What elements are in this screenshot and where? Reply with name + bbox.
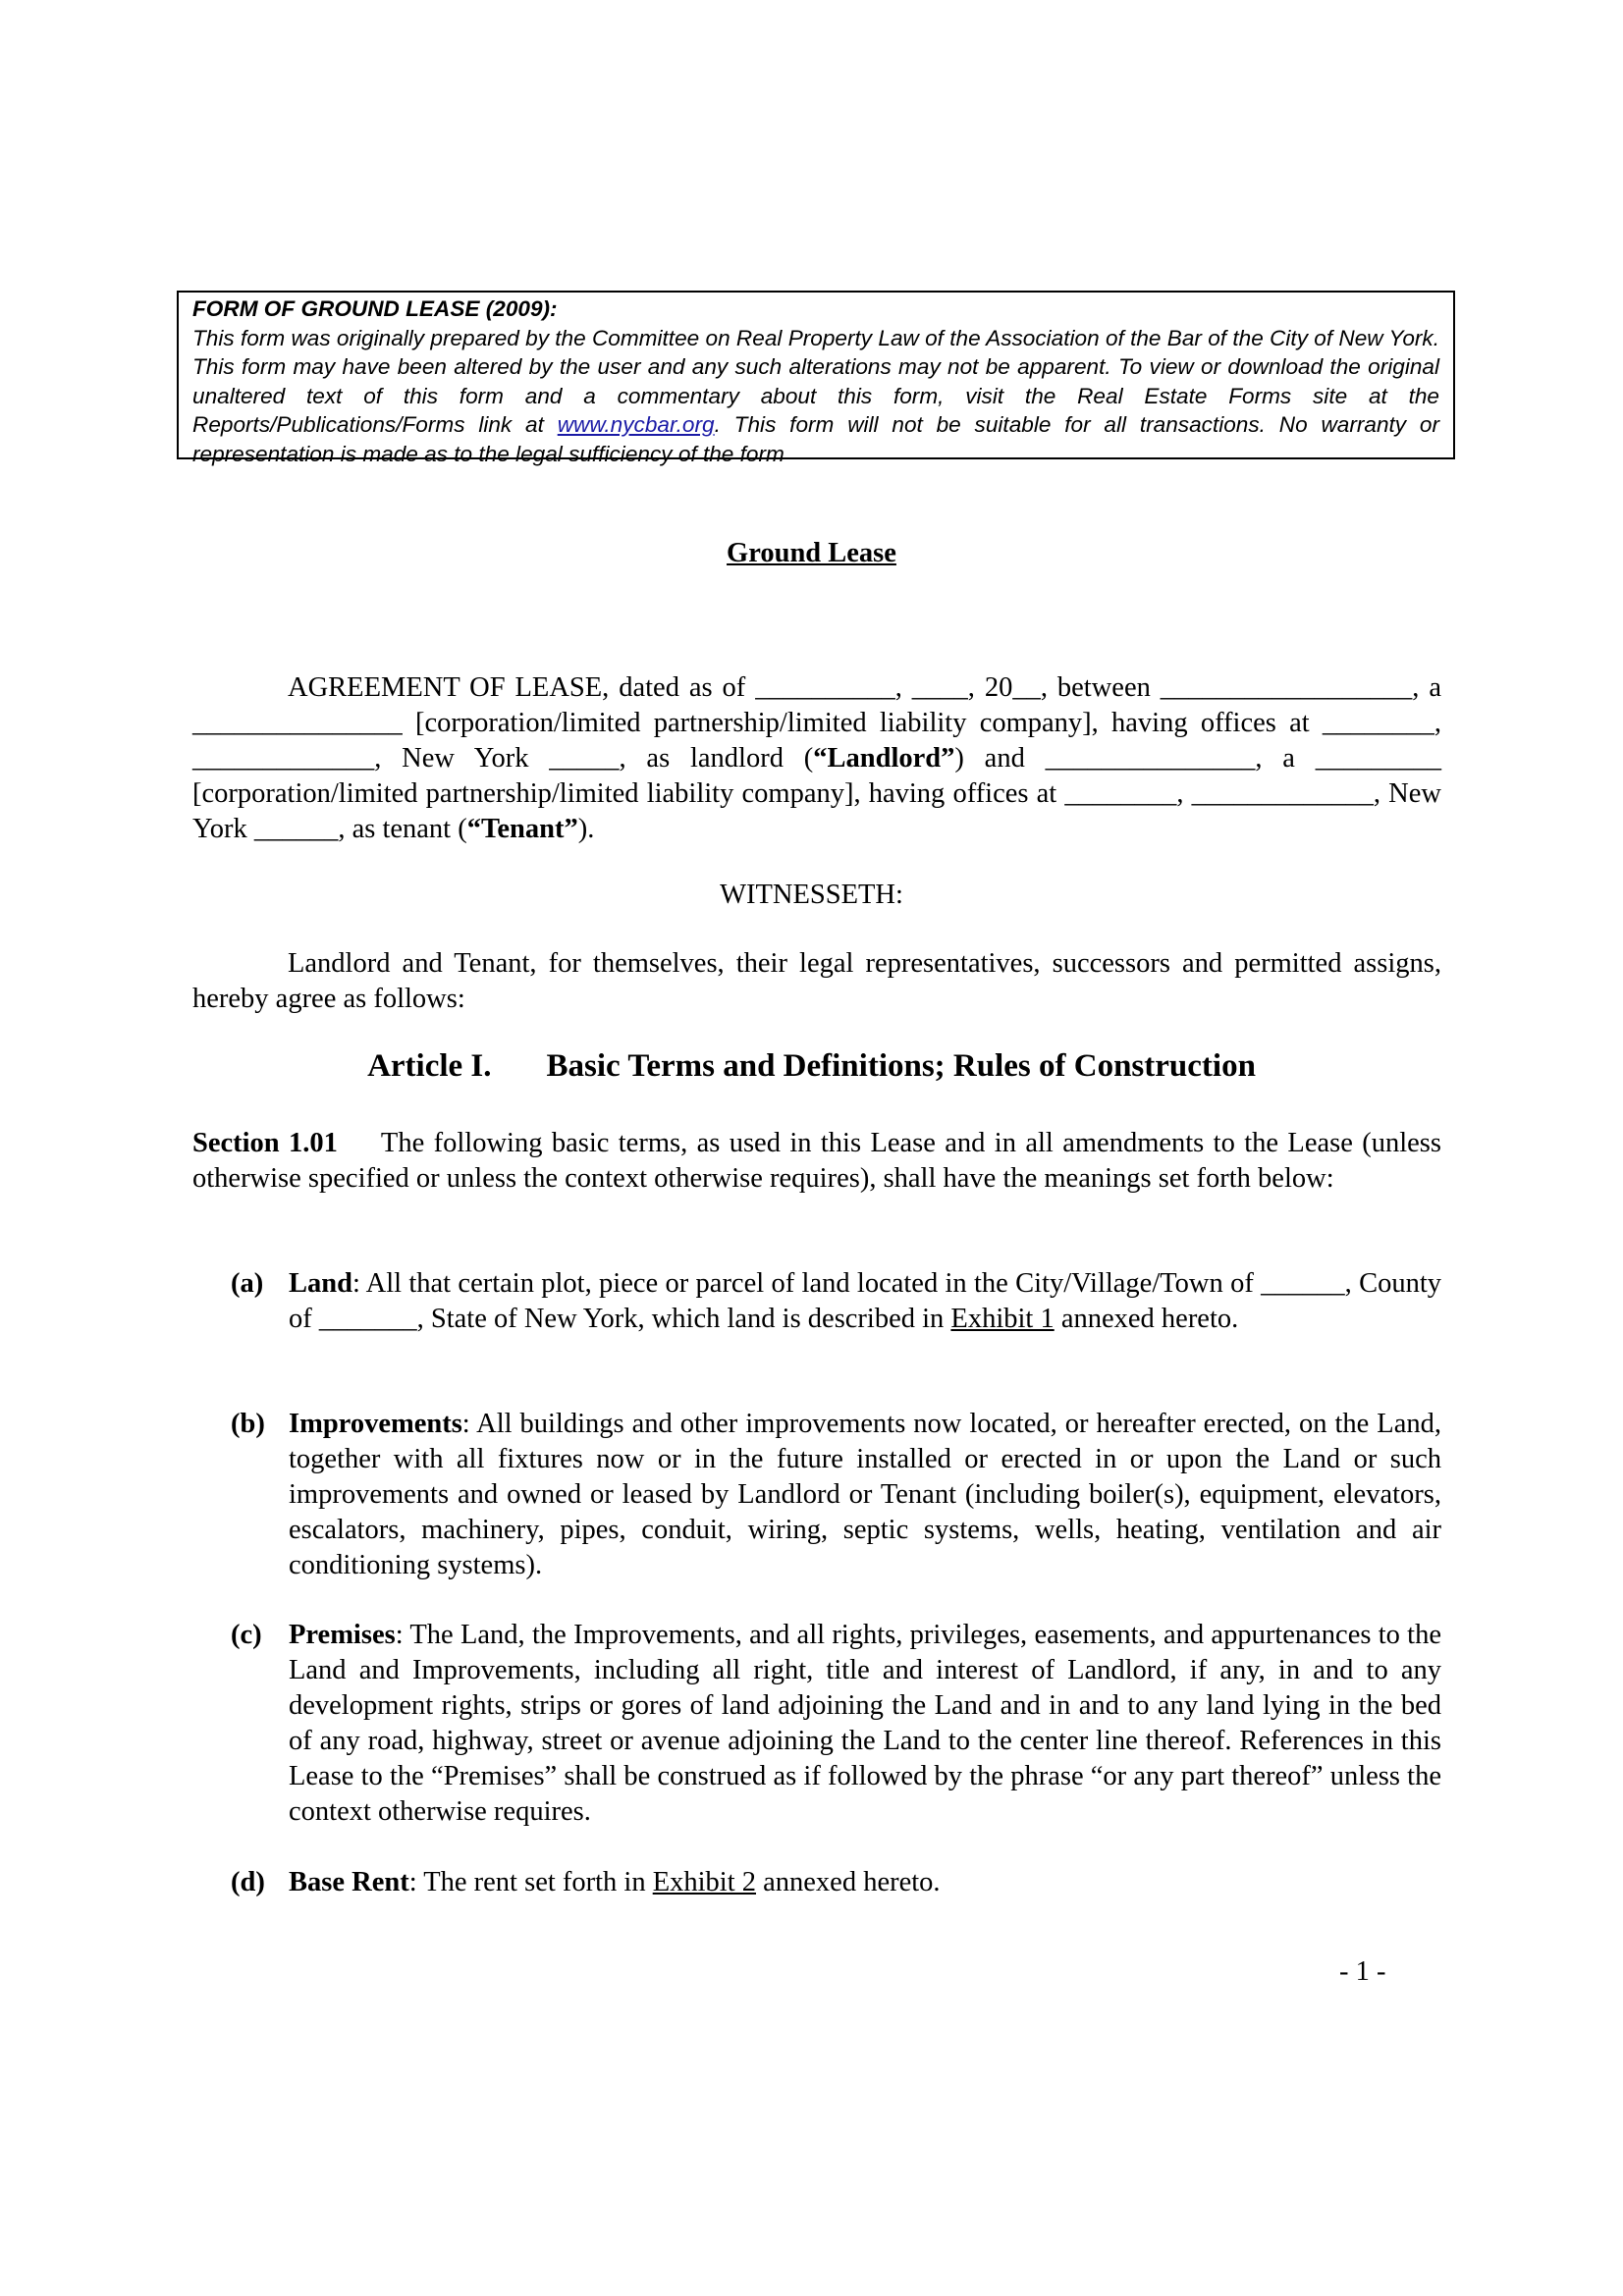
term-improvements: Improvements <box>289 1409 462 1439</box>
definition-premises <box>231 1618 1441 1830</box>
article-heading <box>0 1048 1623 1085</box>
term-premises: Premises <box>289 1620 396 1650</box>
land-text-end: annexed hereto. <box>1054 1304 1239 1334</box>
intro-text: Landlord and Tenant, for themselves, their legal representatives, successors and permitted assigns, hereby agree as follows: <box>192 948 1441 1014</box>
item-label-c: (c) <box>231 1620 262 1650</box>
section-label: Section 1.01 <box>192 1128 338 1158</box>
item-label-d: (d) <box>231 1867 265 1897</box>
witnesseth-heading: WITNESSETH: <box>720 880 903 910</box>
term-land: Land <box>289 1268 352 1299</box>
agreement-paragraph <box>192 670 1441 847</box>
exhibit-2-ref: Exhibit 2 <box>652 1867 756 1897</box>
land-text: : All that certain plot, piece or parcel of land located in the City/Village/Town of ______, County of _______, State of New York, which land is described in <box>289 1268 1441 1334</box>
base-rent-text: : The rent set forth in <box>408 1867 653 1897</box>
section-1-01 <box>192 1126 1441 1197</box>
document-title: Ground Lease <box>727 538 896 568</box>
article-number: Article I. <box>367 1048 492 1084</box>
improvements-text: : All buildings and other improvements now located, or hereafter erected, on the Land, together with all fixtures now or in the future installed or erected in or upon the Land or such improvements and owned or leased by Landlord or Tenant (including boiler(s), equipment, elevators, escalators, machinery, pipes, conduit, wiring, septic systems, wells, heating, ventilation and air conditioning systems). <box>289 1409 1441 1580</box>
tenant-term: “Tenant” <box>466 814 578 844</box>
notice-title: FORM OF GROUND LEASE (2009): <box>192 296 558 321</box>
section-text: The following basic terms, as used in this Lease and in all amendments to the Lease (unless otherwise specified or unless the context otherwise requires), shall have the meanings set forth below: <box>192 1128 1441 1194</box>
page-number: - 1 - <box>1339 1956 1386 1987</box>
premises-text: : The Land, the Improvements, and all rights, privileges, easements, and appurtenances to the Land and Improvements, including all right, title and interest of Landlord, if any, in and to any development rights, strips or gores of land adjoining the Land and in and to any land lying in the bed of any road, highway, street or avenue adjoining the Land to the center line thereof. References in this Lease to the “Premises” shall be construed as if followed by the phrase “or any part thereof” unless the context otherwise requires. <box>289 1620 1441 1827</box>
definition-improvements <box>231 1407 1441 1583</box>
landlord-term: “Landlord” <box>813 743 955 774</box>
definition-base-rent <box>231 1865 1441 1900</box>
article-title: Basic Terms and Definitions; Rules of Construction <box>546 1048 1256 1084</box>
agreement-text-1: AGREEMENT OF LEASE, dated as of __________, ____, 20__, between __________________, a _______________ [corporation/limited partnership/limited liability company], having offices at ________, _____________, New York _____, as landlord ( <box>192 672 1441 774</box>
exhibit-1-ref: Exhibit 1 <box>950 1304 1055 1334</box>
item-label-a: (a) <box>231 1268 264 1299</box>
nycbar-link[interactable]: www.nycbar.org <box>557 412 715 437</box>
notice-text-end: . This form will not be suitable for all transactions. No warranty or representation is made as to the legal sufficiency of the form <box>192 412 1439 466</box>
base-rent-text-end: annexed hereto. <box>756 1867 941 1897</box>
term-base-rent: Base Rent <box>289 1867 409 1897</box>
notice-text: This form was originally prepared by the Committee on Real Property Law of the Association of the Bar of the City of New York. This form may have been altered by the user and any such alterations may not be apparent. To view or download the original unaltered text of this form and a commentary about this form, visit the Real Estate Forms site at the Reports/Publications/Forms link at <box>192 325 1439 437</box>
agreement-text-2: ) and _______________, a _________ [corporation/limited partnership/limited liability company], having offices at ________, _____________, New York ______, as tenant ( <box>192 743 1441 844</box>
intro-paragraph <box>192 946 1441 1017</box>
item-label-b: (b) <box>231 1409 265 1439</box>
form-notice-box <box>177 291 1455 466</box>
definition-land <box>231 1266 1441 1337</box>
agreement-text-3: ). <box>577 814 595 844</box>
